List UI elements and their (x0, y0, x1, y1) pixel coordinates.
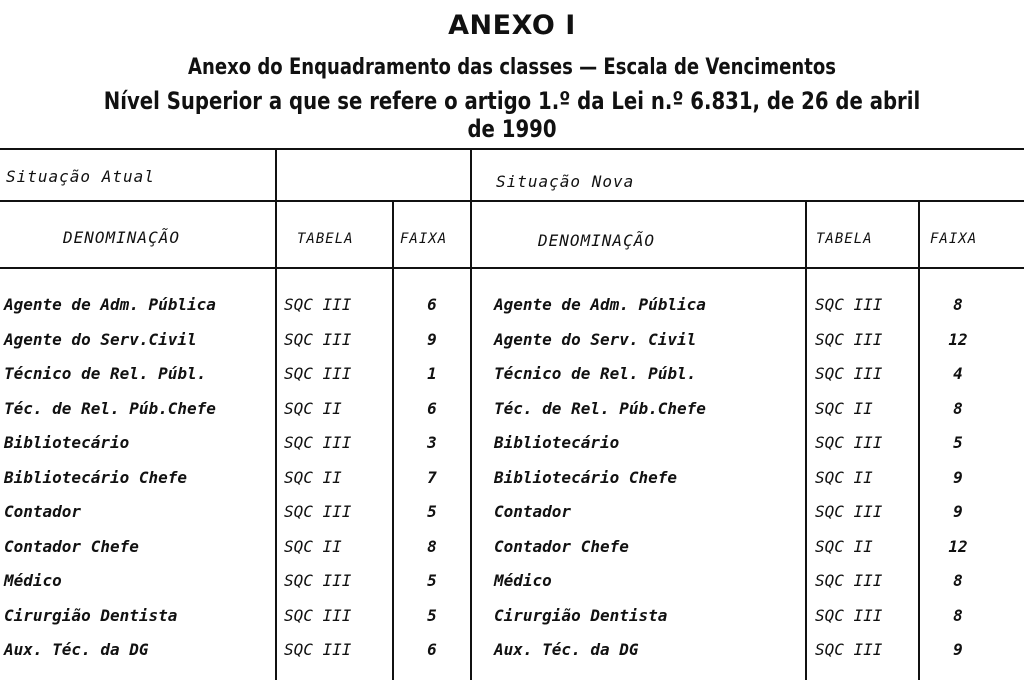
cell-tabela-current: SQC III (284, 640, 352, 659)
header-tabela-new: TABELA (816, 231, 873, 247)
cell-faixa-new: 9 (953, 467, 963, 487)
cell-tabela-current: SQC III (284, 433, 352, 452)
cell-tabela-current: SQC III (284, 295, 352, 314)
cell-faixa-current: 5 (427, 571, 437, 590)
cell-denominacao-current: Cirurgião Dentista (4, 605, 178, 625)
cell-tabela-current: SQC III (284, 502, 352, 521)
cell-faixa-new: 8 (953, 571, 963, 590)
table-top-rule (0, 148, 1024, 150)
cell-tabela-new: SQC III (815, 295, 883, 314)
page-title: ANEXO I (448, 10, 576, 41)
cell-denominacao-new: Bibliotecário Chefe (494, 467, 678, 487)
cell-tabela-new: SQC II (815, 536, 873, 556)
cell-denominacao-new: Agente de Adm. Pública (494, 295, 706, 314)
header-tabela-current: TABELA (297, 231, 354, 247)
cell-denominacao-current: Contador (4, 502, 82, 521)
cell-faixa-current: 9 (427, 329, 437, 349)
cell-tabela-current: SQC II (284, 536, 342, 556)
cell-denominacao-new: Cirurgião Dentista (494, 605, 668, 625)
cell-tabela-current: SQC II (284, 398, 342, 418)
cell-denominacao-new: Aux. Téc. da DG (494, 640, 639, 659)
cell-tabela-current: SQC III (284, 571, 352, 590)
salary-table (0, 140, 1024, 680)
header-faixa-new: FAIXA (930, 231, 978, 247)
cell-faixa-current: 3 (427, 433, 437, 452)
cell-faixa-new: 12 (948, 536, 968, 556)
cell-tabela-new: SQC III (815, 329, 883, 349)
header-faixa-current: FAIXA (400, 231, 448, 247)
cell-faixa-current: 6 (427, 295, 437, 314)
cell-tabela-new: SQC III (815, 640, 883, 659)
cell-faixa-new: 5 (953, 433, 963, 452)
cell-denominacao-new: Agente do Serv. Civil (494, 329, 697, 349)
cell-tabela-new: SQC III (815, 605, 883, 625)
page-subtitle: Anexo do Enquadramento das classes — Escala de Vencimentos (188, 55, 836, 80)
cell-tabela-new: SQC II (815, 398, 873, 418)
cell-faixa-new: 8 (953, 605, 963, 625)
cell-faixa-current: 6 (427, 398, 437, 418)
cell-faixa-current: 8 (427, 536, 437, 556)
cell-faixa-new: 12 (948, 329, 968, 349)
cell-faixa-new: 9 (953, 640, 963, 659)
cell-denominacao-new: Téc. de Rel. Púb.Chefe (494, 398, 706, 418)
header-rule (0, 267, 1024, 269)
cell-denominacao-current: Bibliotecário Chefe (4, 467, 188, 487)
section-label-new: Situação Nova (496, 172, 635, 191)
header-denominacao-current: DENOMINAÇÃO (63, 228, 180, 247)
cell-tabela-new: SQC II (815, 467, 873, 487)
cell-tabela-new: SQC III (815, 502, 883, 521)
cell-denominacao-current: Agente de Adm. Pública (4, 295, 216, 314)
cell-faixa-current: 5 (427, 502, 437, 521)
header-denominacao-new: DENOMINAÇÃO (538, 231, 655, 250)
cell-denominacao-new: Contador (494, 502, 572, 521)
cell-tabela-new: SQC III (815, 364, 883, 383)
cell-denominacao-current: Bibliotecário (4, 433, 130, 452)
cell-tabela-new: SQC III (815, 571, 883, 590)
cell-denominacao-current: Técnico de Rel. Públ. (4, 364, 207, 383)
cell-tabela-current: SQC III (284, 329, 352, 349)
cell-faixa-current: 5 (427, 605, 437, 625)
cell-denominacao-new: Médico (494, 571, 552, 590)
cell-denominacao-new: Técnico de Rel. Públ. (494, 364, 697, 383)
page-subtitle-reference: Nível Superior a que se refere o artigo 1.º da Lei n.º 6.831, de 26 de abril de 1990 (103, 87, 921, 143)
cell-denominacao-current: Contador Chefe (4, 536, 139, 556)
cell-faixa-current: 6 (427, 640, 437, 659)
cell-faixa-new: 4 (953, 364, 963, 383)
cell-faixa-new: 8 (953, 398, 963, 418)
cell-faixa-current: 1 (427, 364, 437, 383)
cell-tabela-current: SQC II (284, 467, 342, 487)
section-rule (0, 200, 1024, 202)
column-divider (805, 200, 807, 680)
cell-faixa-current: 7 (427, 467, 437, 487)
cell-denominacao-new: Bibliotecário (494, 433, 620, 452)
cell-denominacao-new: Contador Chefe (494, 536, 629, 556)
cell-denominacao-current: Agente do Serv.Civil (4, 329, 197, 349)
cell-tabela-current: SQC III (284, 605, 352, 625)
column-divider (275, 148, 277, 680)
section-label-current: Situação Atual (6, 167, 155, 186)
cell-faixa-new: 9 (953, 502, 963, 521)
cell-denominacao-current: Téc. de Rel. Púb.Chefe (4, 398, 216, 418)
cell-denominacao-current: Aux. Téc. da DG (4, 640, 149, 659)
cell-denominacao-current: Médico (4, 571, 62, 590)
column-divider (470, 148, 472, 680)
cell-tabela-new: SQC III (815, 433, 883, 452)
cell-faixa-new: 8 (953, 295, 963, 314)
cell-tabela-current: SQC III (284, 364, 352, 383)
